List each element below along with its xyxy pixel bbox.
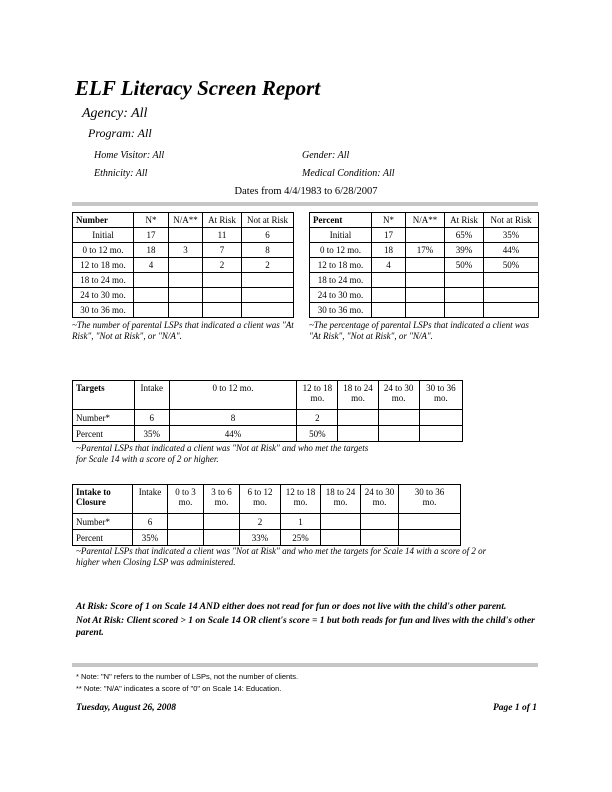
closure-table-note: ~Parental LSPs that indicated a client was "Not at Risk" and who met the targets for Scale 14 with a score of 2 or higher when Closing LSP was administered. [76,546,487,567]
percent-table-note: ~The percentage of parental LSPs that indicated a client was "At Risk", "Not at Risk", or "N/A". [309,320,529,341]
report-title: ELF Literacy Screen Report [75,76,321,100]
table-cell [484,273,539,288]
header-cell: 3 to 6 mo. [204,485,240,514]
header-cell: Intake [134,381,169,410]
table-cell: 18 [134,243,169,258]
header-cell: 12 to 18 mo. [281,485,321,514]
not-at-risk-definition: Not At Risk: Client scored > 1 on Scale 14 OR client's score = 1 but both reads for fun and lives with the child's other parent. [76,616,535,638]
table-cell [134,288,169,303]
table-cell [445,288,484,303]
header-cell: Percent [310,213,372,228]
table-cell [378,426,419,442]
table-row [310,303,539,318]
table-cell [419,426,462,442]
table-cell [204,514,240,530]
table-cell [169,288,203,303]
table-header-row [73,485,461,514]
table-cell: 18 [372,243,406,258]
header-cell: Not at Risk [242,213,294,228]
table-cell: 35% [484,228,539,243]
header-cell: 0 to 3 mo. [168,485,204,514]
header-cell: Intake [133,485,168,514]
table-cell: 11 [203,228,242,243]
table-cell [242,273,294,288]
table-cell: 6 [242,228,294,243]
table-row [310,288,539,303]
n-footnote: * Note: "N" refers to the number of LSPs, not the number of clients. [76,672,299,681]
report-date: Tuesday, August 26, 2008 [76,703,177,713]
header-cell: 24 to 30 mo. [378,381,419,410]
table-cell [338,410,378,426]
table-cell [419,410,462,426]
header-cell: Targets [73,381,135,410]
table-cell: 50% [445,258,484,273]
number-table-note: ~The number of parental LSPs that indicated a client was "At Risk", "Not at Risk", or "N/A". [72,320,294,341]
table-cell [445,303,484,318]
table-cell [361,514,399,530]
row-label: Initial [73,228,134,243]
table-cell [484,303,539,318]
table-header-row [73,381,463,410]
row-label: 30 to 36 mo. [310,303,372,318]
header-cell: N* [134,213,169,228]
table-row [310,243,539,258]
table-cell: 39% [445,243,484,258]
table-cell: 17 [134,228,169,243]
row-label: 18 to 24 mo. [73,273,134,288]
table-cell [372,303,406,318]
table-row [73,530,461,546]
table-cell [169,273,203,288]
table-cell [168,514,204,530]
table-cell [169,228,203,243]
header-cell: 30 to 36 mo. [419,381,462,410]
table-cell [168,530,204,546]
table-cell [204,530,240,546]
table-cell: 1 [281,514,321,530]
targets-table [72,380,463,442]
table-cell: 2 [297,410,338,426]
table-cell [406,288,445,303]
home-visitor-filter: Home Visitor: All [94,150,165,161]
table-cell: 6 [134,410,169,426]
table-cell: 35% [133,530,168,546]
table-cell [406,228,445,243]
table-cell [203,273,242,288]
table-cell: 35% [134,426,169,442]
table-cell: 25% [281,530,321,546]
header-cell: N/A** [169,213,203,228]
table-row [73,303,294,318]
header-cell: 18 to 24 mo. [321,485,361,514]
header-cell: Number [73,213,134,228]
table-header-row [73,213,294,228]
table-cell [203,288,242,303]
row-label: 12 to 18 mo. [73,258,134,273]
table-cell [399,530,461,546]
table-row [73,288,294,303]
table-cell [203,303,242,318]
header-cell: 30 to 36 mo. [399,485,461,514]
header-cell: 6 to 12 mo. [240,485,281,514]
table-cell [372,288,406,303]
table-cell: 2 [240,514,281,530]
table-row [310,228,539,243]
table-row [310,273,539,288]
row-label: 24 to 30 mo. [310,288,372,303]
table-cell: 50% [484,258,539,273]
at-risk-definition: At Risk: Score of 1 on Scale 14 AND either does not read for fun or does not live with the child's other parent. [76,602,507,612]
gender-filter: Gender: All [302,150,350,161]
table-cell: 8 [169,410,297,426]
program-filter: Program: All [88,126,152,140]
table-cell: 17 [372,228,406,243]
table-cell [399,514,461,530]
table-cell: 2 [203,258,242,273]
date-range: Dates from 4/4/1983 to 6/28/2007 [234,186,378,197]
ethnicity-filter: Ethnicity: All [94,168,148,179]
table-cell: 33% [240,530,281,546]
agency-filter: Agency: All [82,106,148,121]
page-number: Page 1 of 1 [492,703,537,713]
table-row [73,228,294,243]
table-cell: 2 [242,258,294,273]
row-label: Number* [73,514,133,530]
table-cell [242,303,294,318]
na-footnote: ** Note: "N/A" indicates a score of "0" on Scale 14: Education. [76,684,282,693]
table-cell [134,303,169,318]
header-cell: At Risk [445,213,484,228]
table-cell [134,273,169,288]
table-row [73,514,461,530]
header-cell: Intake to Closure [73,485,133,514]
table-row [73,273,294,288]
table-cell [372,273,406,288]
row-label: Percent [73,530,133,546]
header-cell: 12 to 18 mo. [297,381,338,410]
row-label: Initial [310,228,372,243]
table-cell: 8 [242,243,294,258]
header-cell: N/A** [406,213,445,228]
table-row [73,243,294,258]
row-label: Percent [73,426,135,442]
table-cell [361,530,399,546]
table-row [73,426,463,442]
header-cell: At Risk [203,213,242,228]
header-cell: 0 to 12 mo. [169,381,297,410]
table-cell: 44% [169,426,297,442]
row-label: 0 to 12 mo. [310,243,372,258]
header-cell: 18 to 24 mo. [338,381,378,410]
medical-condition-filter: Medical Condition: All [302,168,395,179]
table-row [73,410,463,426]
row-label: 0 to 12 mo. [73,243,134,258]
table-cell [169,303,203,318]
targets-table-note: ~Parental LSPs that indicated a client was "Not at Risk" and who met the targets for Scale 14 with a score of 2 or higher. [76,443,369,464]
table-cell [242,288,294,303]
table-cell [445,273,484,288]
percent-table [309,212,539,318]
table-cell: 17% [406,243,445,258]
table-cell: 4 [372,258,406,273]
table-row [73,258,294,273]
row-label: 30 to 36 mo. [73,303,134,318]
closure-table [72,484,461,546]
row-label: 24 to 30 mo. [73,288,134,303]
table-cell [321,530,361,546]
table-cell [406,303,445,318]
row-label: 12 to 18 mo. [310,258,372,273]
table-cell: 3 [169,243,203,258]
table-cell [169,258,203,273]
table-cell: 65% [445,228,484,243]
table-row [310,258,539,273]
row-label: Number* [73,410,135,426]
header-cell: N* [372,213,406,228]
row-label: 18 to 24 mo. [310,273,372,288]
table-cell: 4 [134,258,169,273]
table-cell [484,288,539,303]
table-cell [378,410,419,426]
footer-divider [72,663,538,667]
table-cell: 6 [133,514,168,530]
table-cell: 44% [484,243,539,258]
table-cell: 7 [203,243,242,258]
header-cell: 24 to 30 mo. [361,485,399,514]
table-cell [406,273,445,288]
table-cell [338,426,378,442]
table-cell: 50% [297,426,338,442]
table-cell [321,514,361,530]
header-cell: Not at Risk [484,213,539,228]
number-table [72,212,294,318]
table-cell [406,258,445,273]
table-header-row [310,213,539,228]
top-divider [72,202,538,206]
